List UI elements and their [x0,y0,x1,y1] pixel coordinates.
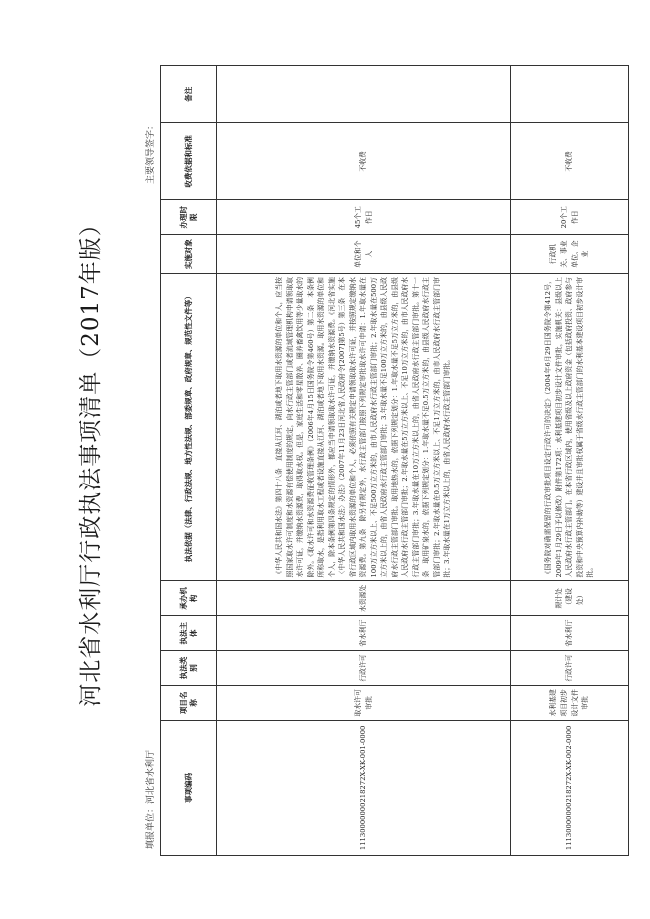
cell-time: 45个工作日 [217,200,511,235]
col-subject: 执法主体 [161,616,217,651]
cell-basis: 《国务院对确需保留的行政审批项目设定行政许可的决定》（2004年6月29日国务院令第412号，2009年1月29日予以修改）附件第172项：水利基建项目初步设计文件审批，实施机关：县级以上人民政府水行政主管部门。在本省行政区域内，使用省级及以上政府资金（包括政府投资、政府参与投资和中央预算内补助等）建设并且审批权属于省级水行政主管部门的水利基本建设项目初步设计审批。 [511,274,629,581]
table-header [161,66,217,856]
col-agency: 承办机构 [161,581,217,616]
col-name: 项目名称 [161,685,217,720]
cell-category: 行政许可 [217,651,511,686]
cell-basis: 《中华人民共和国水法》第四十八条 直接从江河、湖泊或者地下取用水资源的单位和个人，应当按照国家取水许可制度和水资源有偿使用制度的规定，向水行政主管部门或者流域管理机构申请领取取水许可证，并缴纳水资源费，取得取水权。但是，家庭生活和零星散养、圈养畜禽饮用等少量取水的除外。《取水许可和水资源费征收管理条例》（2006年4月15日国务院令第460号）第二条 本条例所称取水，是指利用取水工程或者设施直接从江河、湖泊或者地下取用水资源。取用水资源的单位和个人，除本条例第四条规定的情形外，都应当申请领取取水许可证，并缴纳水资源费。《河北省实施〈中华人民共和国水法〉办法》（2007年11月23日河北省人民政府令[2007]第5号）第三条 在本省行政区域内取用水资源的单位和个人，必须依照有关规定申请领取取水许可证，并按照规定缴纳水资源费。第九条 除另有规定外，水行政主管部门按照下列规定审批取水许可申请：1.年取水量在100万立方米以上、不足500万立方米的，由市人民政府水行政主管部门审批；2.年取水量在500万立方米以上的，由省人民政府水行政主管部门审批；3.年取水量不足100万立方米的，由县级人民政府水行政主管部门审批。取用地热水的，依据下列规定划分：1.年取水量不足5万立方米的，由县级人民政府水行政主管部门审批；2.年取水量在5万立方米以上、不足10万立方米的，由市人民政府水行政主管部门审批；3.年取水量在10万立方米以上的，由省人民政府水行政主管部门审批。第十一条 取用矿泉水的，依据下列规定划分：1.年取水量不足0.5万立方米的，由县级人民政府水行政主管部门审批；2.年取水量在0.5万立方米以上、不足1万立方米的，由市人民政府水行政主管部门审批；3.年取水量在1万立方米以上的，由省人民政府水行政主管部门审批。 [217,274,511,581]
col-category: 执法类别 [161,651,217,686]
cell-name: 水利基建项目初步设计文件审批 [511,685,629,720]
cell-category: 行政许可 [511,651,629,686]
cell-target: 单位和个人 [217,235,511,274]
cell-fee: 不收费 [217,123,511,200]
cell-name: 取水许可审批 [217,685,511,720]
col-basis: 执法依据（法律、行政法规、地方性法规、部委规章、政府规章、规范性文件等） [161,274,217,581]
table-row [511,66,629,856]
cell-subject: 省水利厅 [511,616,629,651]
signature-label: 主要领导签字： [146,120,156,184]
cell-code: 11130000000218272X-XK-001-0000 [217,720,511,855]
cell-agency: 水资源处 [217,581,511,616]
fill-unit: 填报单位：河北省水利厅 [146,749,156,849]
cell-agency: 规计处（建设处） [511,581,629,616]
cell-note [511,66,629,123]
col-time: 办理时限 [161,200,217,235]
enforcement-table [160,65,629,856]
cell-note [217,66,511,123]
table-row [217,66,511,856]
cell-target: 行政机关、事业单位、企业 [511,235,629,274]
col-fee: 收费依据和标准 [161,123,217,200]
col-code: 事项编码 [161,720,217,855]
col-target: 实施对象 [161,235,217,274]
col-note: 备注 [161,66,217,123]
cell-fee: 不收费 [511,123,629,200]
page-title: 河北省水利厅行政执法事项清单（2017年版） [78,212,104,707]
cell-subject: 省水利厅 [217,616,511,651]
cell-time: 20个工作日 [511,200,629,235]
cell-code: 11130000000218272X-XK-002-0000 [511,720,629,855]
